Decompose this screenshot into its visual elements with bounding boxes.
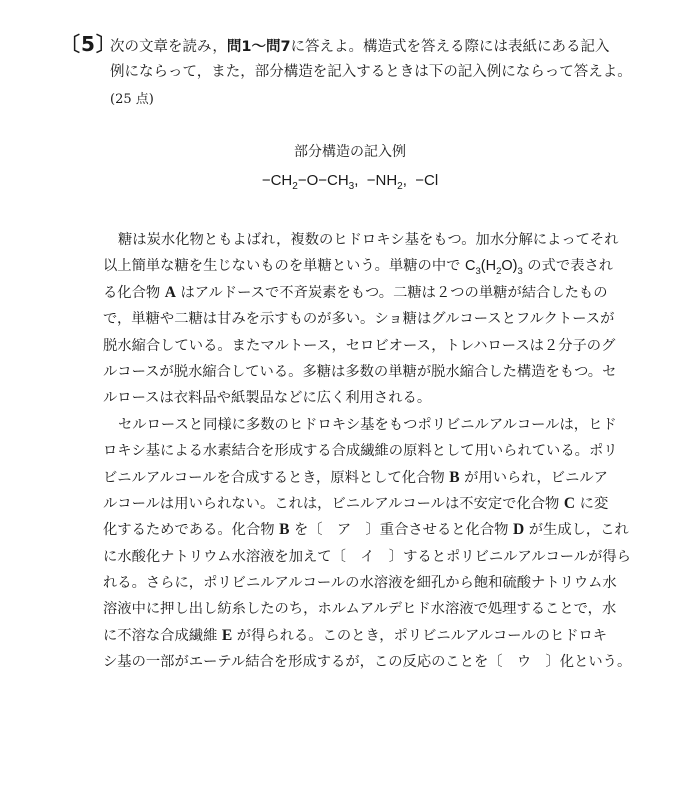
formula-subscript: 2 bbox=[397, 181, 403, 192]
passage-line: 脱水縮合している。またマルトース，セロビオース，トレハロースは２分子のグ bbox=[103, 337, 616, 354]
formula-text: −CH bbox=[261, 172, 293, 189]
passage-line bbox=[103, 280, 608, 306]
line-text: 化するためである。化合物 bbox=[103, 522, 280, 539]
formula-subscript: 3 bbox=[517, 266, 523, 278]
passage-line: セルロースと同様に多数のヒドロキシ基をもつポリビニルアルコールは，ヒド bbox=[118, 416, 617, 433]
formula-text: , −NH bbox=[354, 172, 398, 189]
passage-line bbox=[103, 517, 629, 543]
question-number: 〔5〕 bbox=[60, 32, 117, 56]
passage-line bbox=[103, 623, 608, 649]
passage-line: ロキシ基による水素結合を形成する合成繊維の原料として用いられている。ポリ bbox=[103, 443, 618, 460]
passage-line bbox=[103, 491, 609, 517]
compound-label: C bbox=[563, 494, 576, 512]
line-text: る化合物 bbox=[103, 284, 165, 301]
passage-line: 糖は炭水化物ともよばれ，複数のヒドロキシ基をもつ。加水分解によってそれ bbox=[118, 232, 619, 248]
question-header bbox=[60, 30, 632, 114]
passage-line: ルコースが脱水縮合している。多糖は多数の単糖が脱水縮合した構造をもつ。セ bbox=[103, 363, 617, 380]
formula-subscript: 2 bbox=[496, 266, 502, 278]
line-text: の式で表され bbox=[522, 258, 614, 275]
compound-label: B bbox=[279, 521, 290, 539]
line-text: に変 bbox=[575, 495, 609, 512]
line-text: はアルドースで不斉炭素をもつ。二糖は２つの単糖が結合したもの bbox=[175, 284, 608, 301]
line-text: に不溶な合成繊維 bbox=[103, 627, 222, 644]
line-text: が用いられ，ビニルア bbox=[459, 469, 608, 486]
passage-line: シ基の一部がエーテル結合を形成するが，この反応のことを〔 ウ 〕化という。 bbox=[103, 654, 632, 671]
compound-label: A bbox=[164, 283, 176, 301]
compound-label: D bbox=[513, 521, 525, 539]
formula-text: , −Cl bbox=[402, 172, 439, 189]
formula-text: −O−CH bbox=[297, 172, 349, 189]
formula-text: C bbox=[464, 258, 476, 275]
line-text: が生成し，これ bbox=[524, 522, 629, 539]
line-text: ビニルアルコールを合成するとき，原料として化合物 bbox=[103, 469, 450, 486]
line-text: を〔 ア 〕重合させると化合物 bbox=[289, 522, 513, 539]
header-line-1 bbox=[60, 30, 620, 58]
passage-line: れる。さらに，ポリビニルアルコールの水溶液を細孔から飽和硫酸ナトリウム水 bbox=[103, 575, 617, 592]
points-label: (25 点) bbox=[110, 92, 154, 107]
compound-label: B bbox=[449, 468, 460, 486]
example-formula bbox=[0, 168, 700, 200]
example-title: 部分構造の記入例 bbox=[294, 144, 406, 160]
formula-subscript: 3 bbox=[475, 266, 481, 278]
passage-line bbox=[103, 253, 614, 279]
header-line-2: 例にならって，また，部分構造を記入するときは下の記入例にならって答えよ。 bbox=[110, 64, 632, 80]
passage-line: 溶液中に押し出し紡糸したのち，ホルムアルデヒド水溶液で処理することで，水 bbox=[103, 601, 617, 618]
partial-structure-example bbox=[0, 140, 700, 200]
formula-text: (H bbox=[480, 258, 497, 275]
passage bbox=[103, 227, 632, 676]
passage-line: で，単糖や二糖は甘みを示すものが多い。ショ糖はグルコースとフルクトースが bbox=[103, 311, 615, 328]
question-range: 問1～問7 bbox=[226, 39, 291, 55]
formula-subscript: 3 bbox=[348, 181, 355, 192]
compound-label: E bbox=[221, 626, 233, 644]
instruction-text: に答えよ。構造式を答える際には表紙にある記入 bbox=[290, 39, 610, 55]
formula-text: O) bbox=[501, 258, 518, 275]
formula-subscript: 2 bbox=[292, 181, 298, 192]
passage-line bbox=[103, 465, 608, 491]
passage-line: ルロースは衣料品や紙製品などに広く利用される。 bbox=[103, 390, 432, 407]
line-text: ルコールは用いられない。これは，ビニルアルコールは不安定で化合物 bbox=[103, 495, 564, 512]
instruction-text: 次の文章を読み， bbox=[110, 39, 227, 55]
passage-line: に水酸化ナトリウム水溶液を加えて〔 イ 〕するとポリビニルアルコールが得ら bbox=[103, 548, 631, 565]
chemical-formula bbox=[464, 258, 523, 278]
line-text: 以上簡単な糖を生じないものを単糖という。単糖の中で bbox=[103, 258, 465, 275]
line-text: が得られる。このとき，ポリビニルアルコールのヒドロキ bbox=[232, 627, 608, 644]
